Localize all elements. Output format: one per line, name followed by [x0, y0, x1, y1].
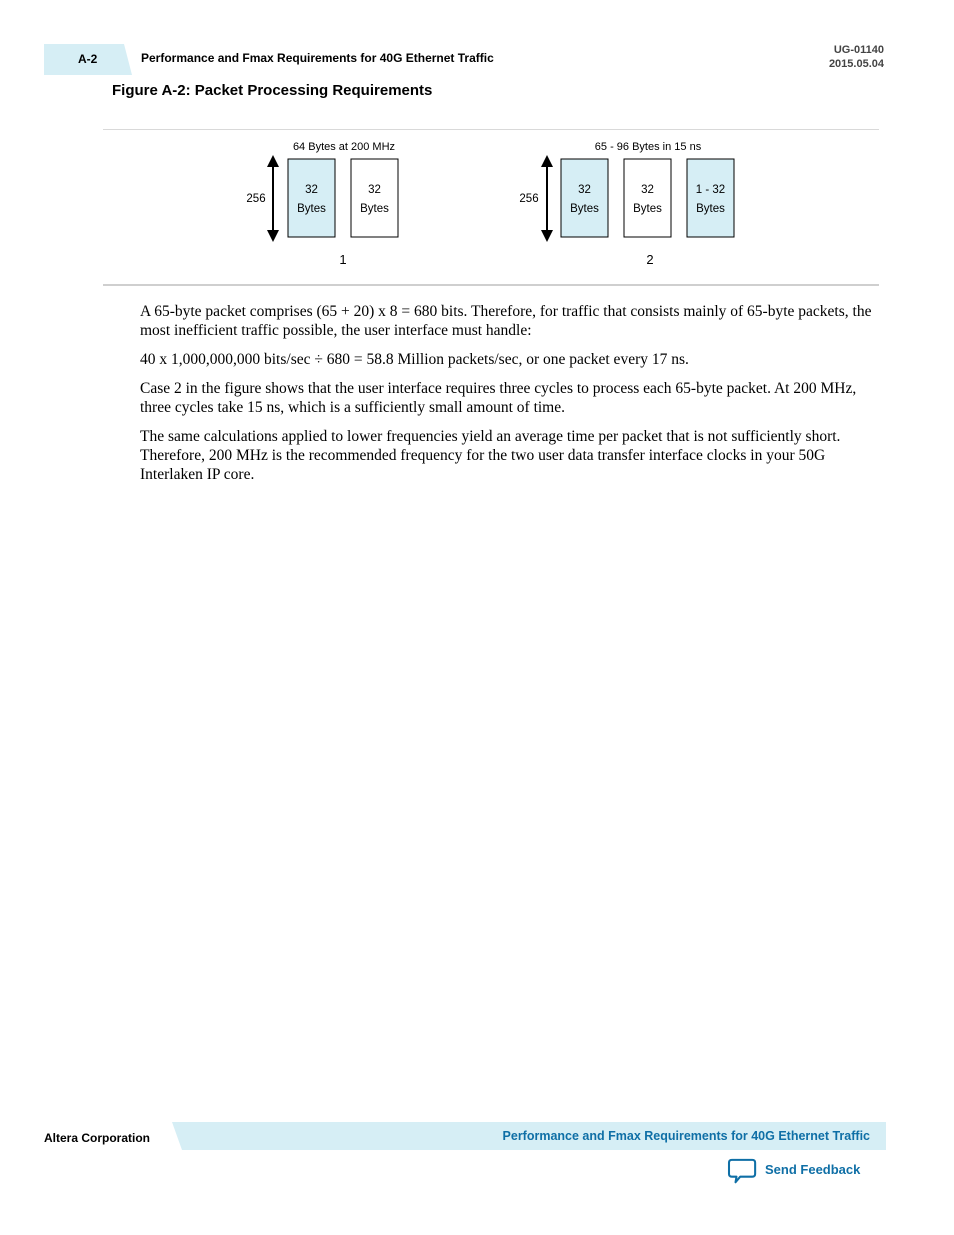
case2-blocks: [561, 159, 734, 237]
document-date: 2015.05.04: [828, 58, 884, 70]
speech-bubble-icon[interactable]: [727, 1158, 759, 1186]
packet-diagram: [103, 129, 879, 284]
packet-block-label: Bytes: [360, 203, 389, 215]
body-text: [140, 302, 872, 494]
case1-number: 1: [339, 252, 347, 267]
packet-block-label: Bytes: [297, 203, 326, 215]
footer-company: Altera Corporation: [44, 1131, 151, 1145]
header-section-title: Performance and Fmax Requirements for 40G Ethernet Traffic: [141, 51, 494, 65]
figure-bottom-rule: [103, 284, 879, 286]
packet-block: [288, 159, 335, 237]
case1-blocks: [288, 159, 398, 237]
packet-block-label: Bytes: [696, 203, 725, 215]
footer-section-link[interactable]: Performance and Fmax Requirements for 40G Ethernet Traffic: [502, 1129, 870, 1143]
case2-heading: 65 - 96 Bytes in 15 ns: [594, 141, 702, 153]
paragraph: 40 x 1,000,000,000 bits/sec ÷ 680 = 58.8 Million packets/sec, or one packet every 17 ns.: [140, 351, 689, 368]
figure-frame: [103, 129, 879, 286]
document-meta: [829, 43, 884, 71]
packet-block-label: 1 - 32: [695, 184, 726, 196]
packet-block-label: 32: [578, 184, 591, 196]
page-number: A-2: [78, 52, 98, 66]
case1-group: [246, 141, 398, 267]
packet-block-label: 32: [305, 184, 318, 196]
case2-number: 2: [646, 252, 654, 267]
packet-block: [351, 159, 398, 237]
paragraph: Case 2 in the figure shows that the user interface requires three cycles to process each 65-byte packet. At 200 MHz, three cycles take 15 ns, which is a sufficiently small amount of time.: [140, 380, 857, 416]
packet-block: [561, 159, 608, 237]
figure-caption: Figure A-2: Packet Processing Requirements: [112, 82, 433, 99]
paragraph: A 65-byte packet comprises (65 + 20) x 8 = 680 bits. Therefore, for traffic that consists mainly of 65-byte packets, the most inefficient traffic possible, the user interface must handle:: [140, 303, 872, 339]
packet-block: [687, 159, 734, 237]
case2-width-label: 256: [519, 193, 539, 205]
packet-block-label: Bytes: [570, 203, 599, 215]
packet-block: [624, 159, 671, 237]
case2-group: [519, 141, 734, 267]
case1-width-label: 256: [246, 193, 266, 205]
paragraph: The same calculations applied to lower frequencies yield an average time per packet that is not sufficiently short. Therefore, 200 MHz is the recommended frequency for the two user data transfer interface clocks in your 50G Interlaken IP core.: [140, 428, 841, 483]
document-id: UG-01140: [833, 44, 884, 56]
packet-block-label: 32: [368, 184, 381, 196]
send-feedback-link[interactable]: Send Feedback: [765, 1162, 861, 1177]
packet-block-label: Bytes: [633, 203, 662, 215]
packet-block-label: 32: [641, 184, 654, 196]
case1-heading: 64 Bytes at 200 MHz: [292, 141, 396, 153]
